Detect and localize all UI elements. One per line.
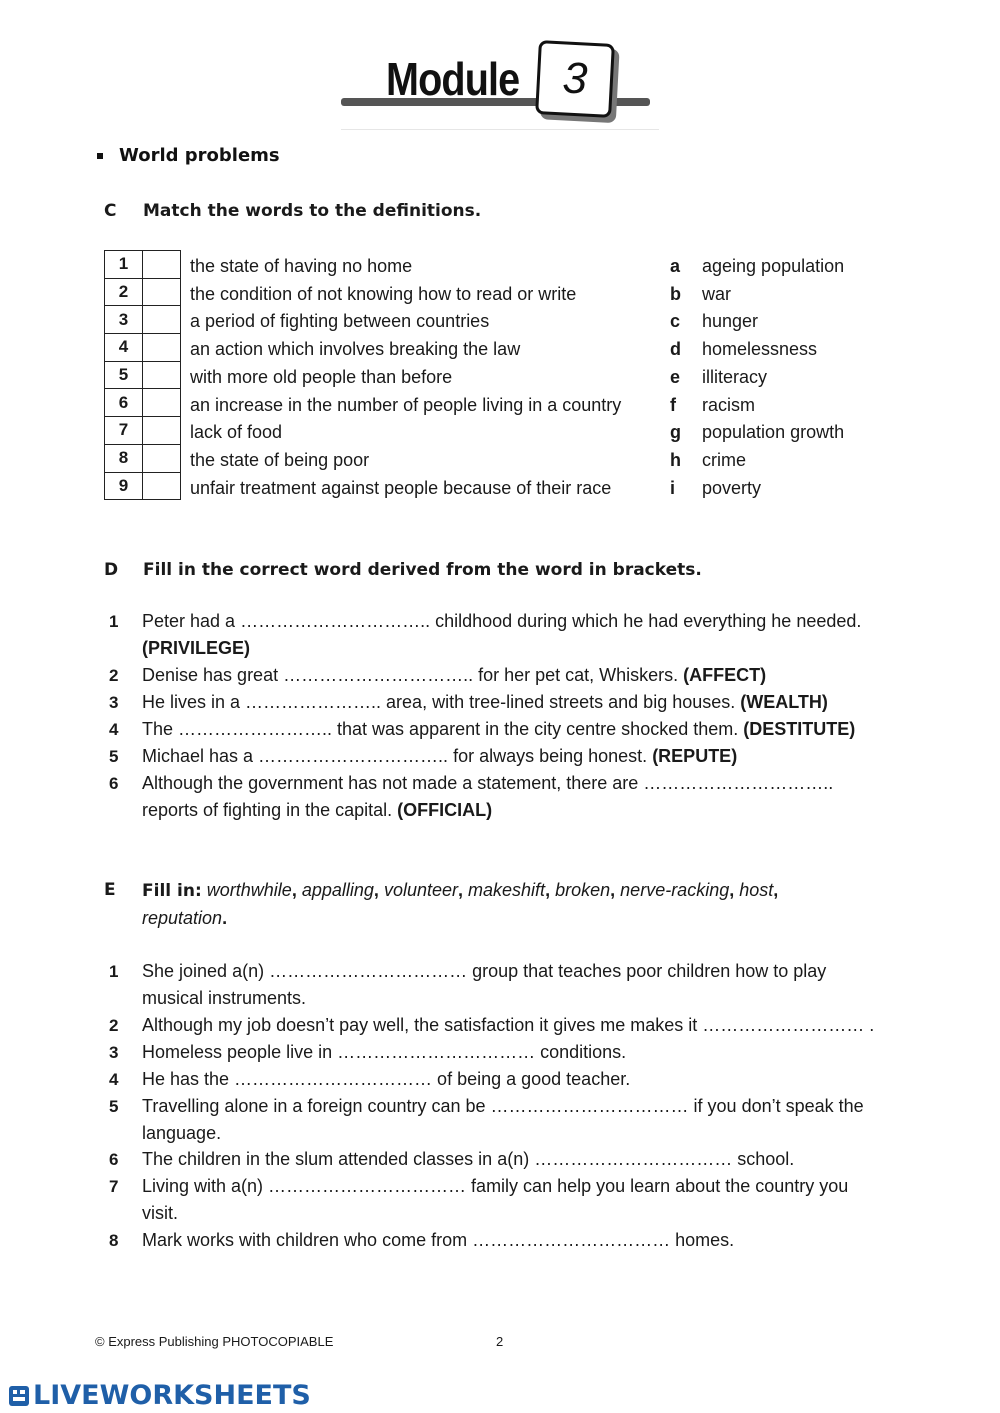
item-text: Denise has great ………………………….. for her pet cat, Whiskers. xyxy=(142,665,684,685)
option-letter: e xyxy=(670,367,681,387)
table-row xyxy=(105,251,181,279)
word-bank-item: broken xyxy=(555,880,611,900)
definition: the condition of not knowing how to read or write xyxy=(190,284,577,304)
item-number: 2 xyxy=(109,666,119,685)
item-number: 3 xyxy=(109,1043,119,1062)
item-text: Although the government has not made a statement, there are ………………………….. xyxy=(142,773,834,793)
exercise-item xyxy=(142,1039,902,1066)
exercise-item xyxy=(142,608,902,662)
word-bank-item: makeshift xyxy=(468,880,546,900)
base-word: (AFFECT) xyxy=(683,665,767,685)
match-table xyxy=(104,250,181,500)
exercise-item xyxy=(142,1012,902,1039)
row-number: 2 xyxy=(105,278,143,306)
item-number: 4 xyxy=(109,1070,119,1089)
section-e-instruction: Fill in: worthwhile, appalling, volunteer, makeshift, broken, nerve-racking, host, reputation. xyxy=(142,880,779,928)
bullet-icon xyxy=(97,153,103,159)
option-word: illiteracy xyxy=(702,367,768,387)
item-number: 4 xyxy=(109,720,119,739)
exercise-item xyxy=(142,958,902,1012)
item-text: Homeless people live in …………………………… conditions. xyxy=(142,1042,627,1062)
option-letter: c xyxy=(670,311,681,331)
table-row xyxy=(105,334,181,362)
answer-box[interactable] xyxy=(143,334,181,362)
word-bank-item: worthwhile xyxy=(206,880,292,900)
item-number: 7 xyxy=(109,1177,119,1196)
option-letter: f xyxy=(670,395,676,415)
item-text: Michael has a ………………………….. for always being honest. xyxy=(142,746,653,766)
definition: lack of food xyxy=(190,422,283,442)
row-number: 9 xyxy=(105,472,143,500)
definition: an increase in the number of people living in a country xyxy=(190,395,622,415)
definition: the state of having no home xyxy=(190,256,413,276)
row-number: 5 xyxy=(105,361,143,389)
item-number: 1 xyxy=(109,962,119,981)
table-row xyxy=(105,417,181,445)
item-text: He lives in a ………………….. area, with tree-lined streets and big houses. xyxy=(142,692,741,712)
liveworksheets-logo-icon xyxy=(8,1384,30,1408)
section-c-letter: C xyxy=(104,201,117,221)
header-separator xyxy=(341,129,659,130)
answer-box[interactable] xyxy=(143,306,181,334)
item-text: Peter had a ………………………….. childhood during which he had everything he needed. xyxy=(142,611,862,631)
section-d-letter: D xyxy=(104,560,119,580)
option-word: population growth xyxy=(702,422,845,442)
base-word: (PRIVILEGE) xyxy=(142,638,251,658)
item-number: 6 xyxy=(109,774,119,793)
option-word: hunger xyxy=(702,311,759,331)
base-word: (DESTITUTE) xyxy=(743,719,856,739)
table-row xyxy=(105,389,181,417)
item-text: Although my job doesn’t pay well, the satisfaction it gives me makes it ……………………… . xyxy=(142,1015,875,1035)
section-title: World problems xyxy=(119,145,280,166)
instruction-label: Fill in: xyxy=(142,881,202,901)
exercise-item xyxy=(142,1146,902,1173)
option-word: homelessness xyxy=(702,339,818,359)
option-letter: i xyxy=(670,478,676,498)
exercise-item xyxy=(142,743,902,770)
answer-box[interactable] xyxy=(143,278,181,306)
word-bank-item: host xyxy=(739,880,774,900)
word-bank-item: nerve-racking xyxy=(620,880,730,900)
option-word: poverty xyxy=(702,478,762,498)
item-number: 3 xyxy=(109,693,119,712)
answer-box[interactable] xyxy=(143,444,181,472)
option-word: crime xyxy=(702,450,746,470)
option-word: ageing population xyxy=(702,256,845,276)
exercise-item xyxy=(142,1173,902,1227)
answer-box[interactable] xyxy=(143,417,181,445)
liveworksheets-logo[interactable]: LIVEWORKSHEETS xyxy=(33,1380,311,1411)
item-text: reports of fighting in the capital. xyxy=(142,800,398,820)
section-e-letter: E xyxy=(104,880,116,900)
row-number: 1 xyxy=(105,251,143,279)
option-letter: g xyxy=(670,422,681,442)
option-letter: a xyxy=(670,256,681,276)
row-number: 8 xyxy=(105,444,143,472)
option-word: war xyxy=(702,284,732,304)
row-number: 7 xyxy=(105,417,143,445)
copyright-text: © Express Publishing PHOTOCOPIABLE xyxy=(95,1334,334,1349)
base-word: (WEALTH) xyxy=(740,692,828,712)
item-text: musical instruments. xyxy=(142,988,307,1008)
section-d-instruction: Fill in the correct word derived from the word in brackets. xyxy=(143,560,702,580)
module-title: Module xyxy=(386,53,520,105)
base-word: (OFFICIAL) xyxy=(397,800,493,820)
item-number: 2 xyxy=(109,1016,119,1035)
page-number: 2 xyxy=(496,1334,504,1349)
item-text: Travelling alone in a foreign country can be …………………………… if you don’t speak the xyxy=(142,1096,864,1116)
item-number: 5 xyxy=(109,747,119,766)
row-number: 4 xyxy=(105,334,143,362)
exercise-item xyxy=(142,1093,902,1147)
base-word: (REPUTE) xyxy=(652,746,738,766)
item-text: He has the …………………………… of being a good teacher. xyxy=(142,1069,631,1089)
item-number: 6 xyxy=(109,1150,119,1169)
exercise-item xyxy=(142,770,902,824)
answer-box[interactable] xyxy=(143,389,181,417)
section-c-instruction: Match the words to the definitions. xyxy=(143,201,482,221)
option-letter: b xyxy=(670,284,681,304)
word-bank-item: appalling xyxy=(301,880,374,900)
option-word: racism xyxy=(702,395,755,415)
exercise-item xyxy=(142,1066,902,1093)
item-number: 5 xyxy=(109,1097,119,1116)
table-row xyxy=(105,444,181,472)
word-bank-item: volunteer xyxy=(383,880,458,900)
exercise-item xyxy=(142,716,902,743)
option-letter: d xyxy=(670,339,681,359)
exercise-item xyxy=(142,689,902,716)
word-bank-item: reputation xyxy=(142,908,223,928)
answer-box[interactable] xyxy=(143,361,181,389)
module-number: 3 xyxy=(561,53,589,104)
table-row xyxy=(105,278,181,306)
exercise-item xyxy=(142,1227,902,1254)
item-text: visit. xyxy=(142,1203,178,1223)
row-number: 3 xyxy=(105,306,143,334)
item-text: language. xyxy=(142,1123,222,1143)
definition: with more old people than before xyxy=(190,367,453,387)
item-number: 8 xyxy=(109,1231,119,1250)
answer-box[interactable] xyxy=(143,251,181,279)
definition: a period of fighting between countries xyxy=(190,311,490,331)
definition: an action which involves breaking the law xyxy=(190,339,521,359)
item-text: The …………………….. that was apparent in the city centre shocked them. xyxy=(142,719,744,739)
row-number: 6 xyxy=(105,389,143,417)
option-letter: h xyxy=(670,450,681,470)
definition: unfair treatment against people because of their race xyxy=(190,478,612,498)
table-row xyxy=(105,361,181,389)
exercise-item xyxy=(142,662,902,689)
table-row xyxy=(105,306,181,334)
table-row xyxy=(105,472,181,500)
answer-box[interactable] xyxy=(143,472,181,500)
item-text: Living with a(n) …………………………… family can help you learn about the country you xyxy=(142,1176,849,1196)
item-number: 1 xyxy=(109,612,119,631)
item-text: She joined a(n) …………………………… group that teaches poor children how to play xyxy=(142,961,827,981)
definition: the state of being poor xyxy=(190,450,370,470)
item-text: The children in the slum attended classes in a(n) …………………………… school. xyxy=(142,1149,795,1169)
module-number-box xyxy=(535,40,615,118)
item-text: Mark works with children who come from …………………………… homes. xyxy=(142,1230,735,1250)
